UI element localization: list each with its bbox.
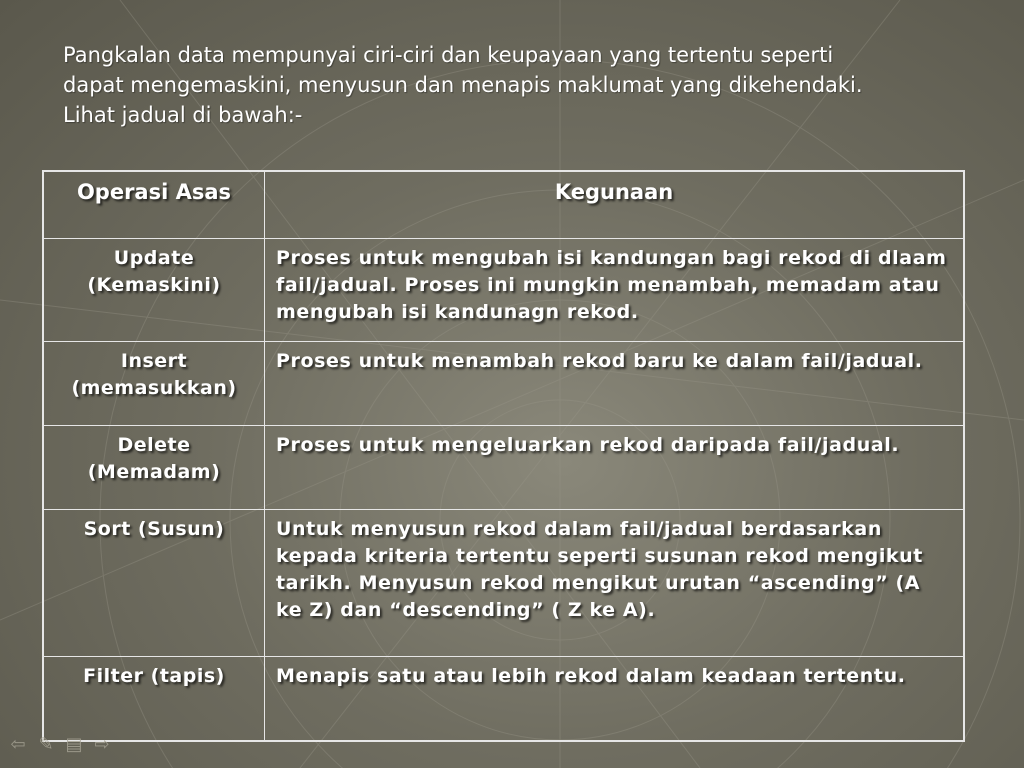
menu-icon[interactable]: ▤: [65, 734, 83, 755]
arrow-left-icon[interactable]: ⇦: [10, 734, 26, 755]
operation-cell: Sort (Susun): [43, 510, 265, 657]
usage-cell: Proses untuk mengubah isi kandungan bagi rekod di dlaam fail/jadual. Proses ini mungkin menambah, memadam atau mengubah isi kandunagn rekod.: [265, 239, 965, 342]
usage-cell: Untuk menyusun rekod dalam fail/jadual berdasarkan kepada kriteria tertentu seperti susunan rekod mengikut tarikh. Menyusun rekod mengikut urutan “ascending” (A ke Z) dan “descending” ( Z ke A).: [265, 510, 965, 657]
usage-cell: Proses untuk mengeluarkan rekod daripada fail/jadual.: [265, 426, 965, 510]
usage-cell: Proses untuk menambah rekod baru ke dalam fail/jadual.: [265, 342, 965, 426]
operations-table: [42, 170, 965, 742]
table-row: [43, 239, 964, 342]
arrow-right-icon[interactable]: ⇨: [94, 734, 110, 755]
slide-navigation: [8, 736, 112, 754]
table-row: [43, 426, 964, 510]
operation-cell: Filter (tapis): [43, 657, 265, 742]
usage-cell: Menapis satu atau lebih rekod dalam keadaan tertentu.: [265, 657, 965, 742]
table-header-row: [43, 171, 964, 239]
table-row: [43, 342, 964, 426]
header-kegunaan: Kegunaan: [265, 171, 965, 239]
pen-icon[interactable]: ✎: [38, 734, 54, 755]
operation-cell: Delete (Memadam): [43, 426, 265, 510]
table-row: [43, 657, 964, 742]
operation-cell: Update (Kemaskini): [43, 239, 265, 342]
operation-cell: Insert (memasukkan): [43, 342, 265, 426]
table-row: [43, 510, 964, 657]
header-operasi-asas: Operasi Asas: [43, 171, 265, 239]
intro-paragraph: Pangkalan data mempunyai ciri-ciri dan keupayaan yang tertentu seperti dapat mengemaskini, menyusun dan menapis maklumat yang dikehendaki. Lihat jadual di bawah:-: [63, 43, 863, 127]
